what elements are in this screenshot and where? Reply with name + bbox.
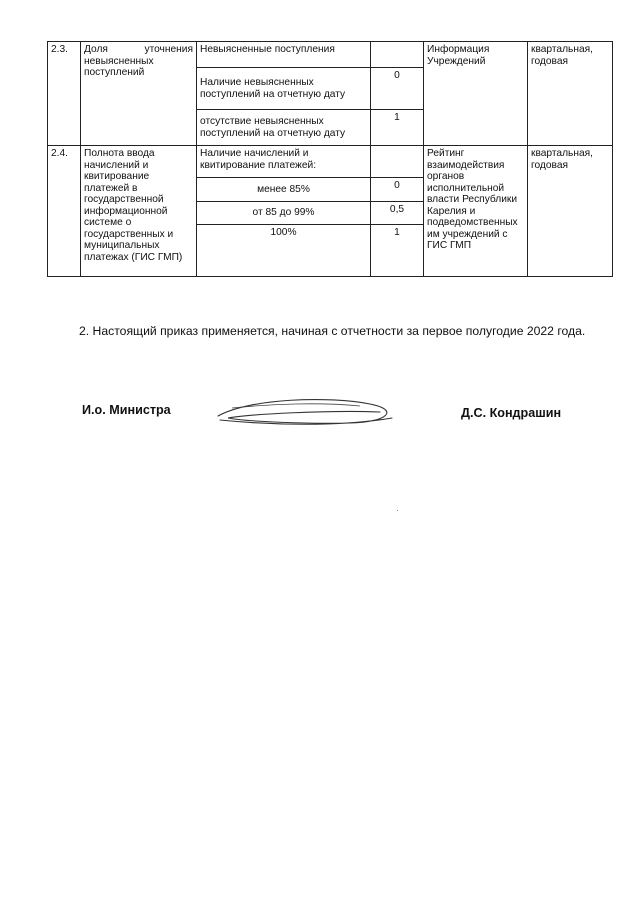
data-source: Информация Учреждений	[424, 42, 528, 146]
table-row	[48, 146, 613, 178]
order-paragraph: 2. Настоящий приказ применяется, начиная с отчетности за первое полугодие 2022 года.	[79, 324, 586, 338]
row-number: 2.4.	[48, 146, 81, 277]
criterion-value: 0,5	[371, 202, 424, 225]
criterion-value	[371, 42, 424, 68]
criterion-value: 1	[371, 225, 424, 277]
row-number: 2.3.	[48, 42, 81, 146]
indicator-name: Полнота ввода начислений и квитирование платежей в государственной информационной системе о государственных и муниципальных платежах (ГИС ГМП)	[81, 146, 197, 277]
signer-role: И.о. Министра	[82, 403, 171, 417]
criterion-text: от 85 до 99%	[197, 202, 371, 225]
indicator-name-word: уточнения	[144, 44, 193, 55]
criterion-text: Наличие начислений и квитирование платежей:	[197, 146, 371, 178]
criterion-text: отсутствие невыясненных поступлений на отчетную дату	[197, 110, 371, 146]
criterion-text: менее 85%	[197, 178, 371, 202]
indicator-name	[81, 42, 197, 146]
indicator-name-rest: невыясненных поступлений	[84, 55, 154, 78]
criterion-value: 0	[371, 68, 424, 110]
reporting-period: квартальная, годовая	[528, 42, 613, 146]
criterion-value	[371, 146, 424, 178]
data-source: Рейтинг взаимодействия органов исполнительной власти Республики Карелия и подведомственных им учреждений с ГИС ГМП	[424, 146, 528, 277]
scan-speck	[397, 510, 398, 511]
criterion-text: 100%	[197, 225, 371, 277]
criterion-value: 1	[371, 110, 424, 146]
criteria-table	[47, 41, 613, 277]
handwritten-signature	[210, 392, 400, 430]
signer-name: Д.С. Кондрашин	[461, 406, 562, 420]
criterion-text: Наличие невыясненных поступлений на отчетную дату	[197, 68, 371, 110]
indicator-name-word: Доля	[84, 44, 108, 55]
table-row	[48, 42, 613, 68]
criterion-value: 0	[371, 178, 424, 202]
criterion-text: Невыясненные поступления	[197, 42, 371, 68]
reporting-period: квартальная, годовая	[528, 146, 613, 277]
